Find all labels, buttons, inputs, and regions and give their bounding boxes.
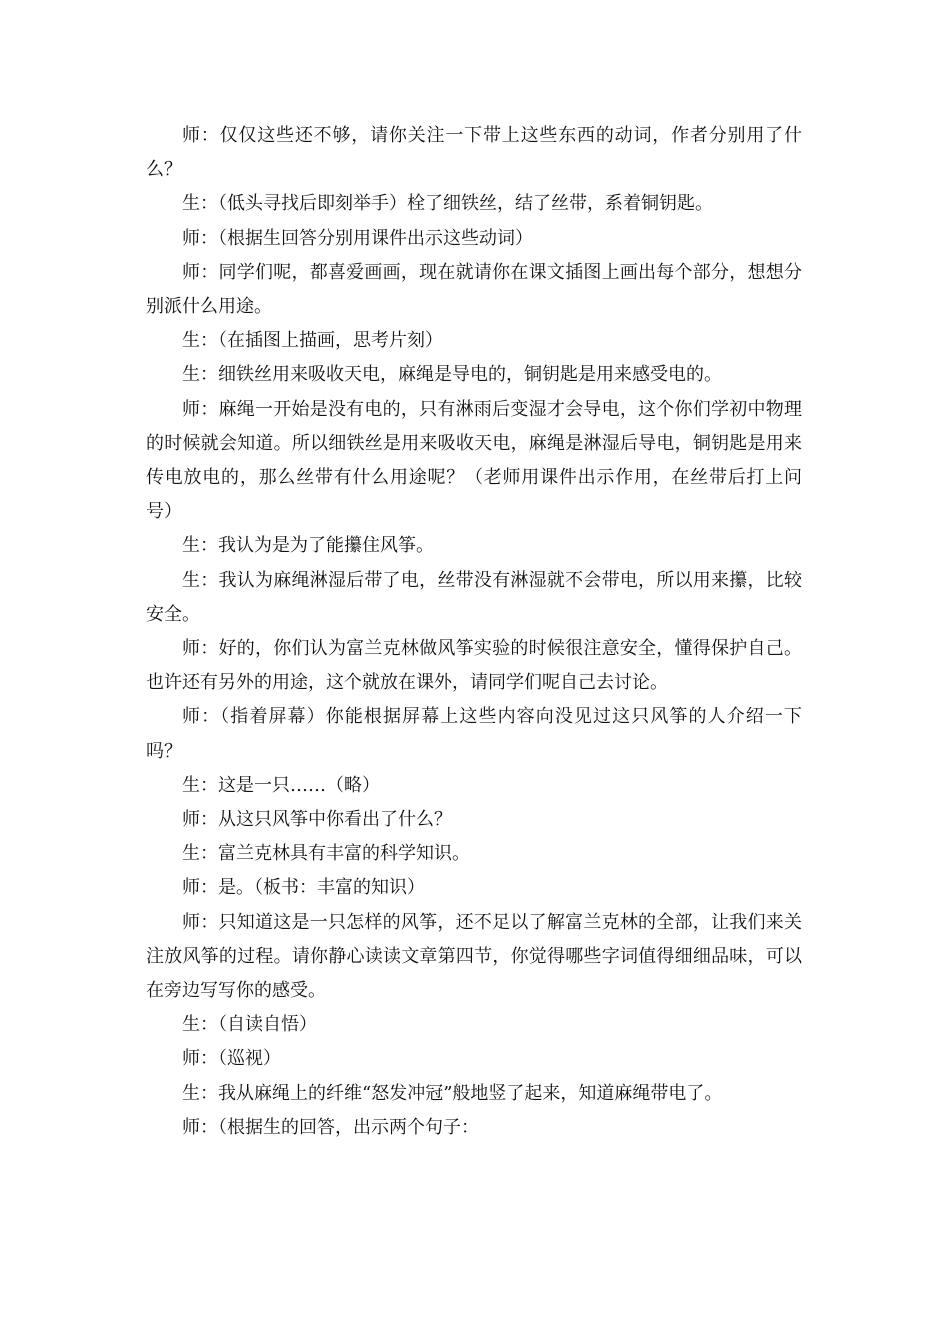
paragraph-12: 生：这是一只……（略） <box>182 774 380 796</box>
paragraph-17: 生：（自读自悟） <box>182 1014 317 1036</box>
paragraph-9: 生：我认为麻绳淋湿后带了电，丝带没有淋湿就不会带电，所以用来攥，比较安全。 <box>146 569 802 625</box>
paragraph-18: 师：（巡视） <box>182 1048 281 1070</box>
paragraph-16: 师：只知道这是一只怎样的风筝，还不足以了解富兰克林的全部，让我们来关注放风筝的过程。请你静心读读文章第四节，你觉得哪些字词值得细细品味，可以在旁边写写你的感受。 <box>146 911 802 1002</box>
paragraph-11: 师：（指着屏幕）你能根据屏幕上这些内容向没见过这只风筝的人介绍一下吗？ <box>146 706 802 762</box>
paragraph-14: 生：富兰克林具有丰富的科学知识。 <box>182 843 470 865</box>
paragraph-8: 生：我认为是为了能攥住风筝。 <box>182 535 434 557</box>
paragraph-6: 生：细铁丝用来吸收天电，麻绳是导电的，铜钥匙是用来感受电的。 <box>182 364 722 386</box>
paragraph-4: 师：同学们呢，都喜爱画画，现在就请你在课文插图上画出每个部分，想想分别派什么用途。 <box>146 261 802 318</box>
paragraph-7: 师：麻绳一开始是没有电的，只有淋雨后变湿才会导电，这个你们学初中物理的时候就会知道。所以细铁丝是用来吸收天电，麻绳是淋湿后导电，铜钥匙是用来传电放电的，那么丝带有什么用途呢？（老师用课件出示作用，在丝带后打上问号） <box>146 398 802 523</box>
document-body <box>146 119 802 1145</box>
paragraph-2: 生：（低头寻找后即刻举手）栓了细铁丝，结了丝带，系着铜钥匙。 <box>182 193 713 215</box>
paragraph-20: 师：（根据生的回答，出示两个句子： <box>182 1116 479 1138</box>
paragraph-15: 师：是。（板书：丰富的知识） <box>182 877 425 899</box>
paragraph-3: 师：（根据生回答分别用课件出示这些动词） <box>182 227 533 249</box>
paragraph-1: 师：仅仅这些还不够，请你关注一下带上这些东西的动词，作者分别用了什么？ <box>146 125 802 181</box>
paragraph-19: 生：我从麻绳上的纤维“怒发冲冠”般地竖了起来，知道麻绳带电了。 <box>182 1082 723 1104</box>
paragraph-5: 生：（在插图上描画，思考片刻） <box>182 330 443 352</box>
paragraph-10: 师：好的，你们认为富兰克林做风筝实验的时候很注意安全，懂得保护自己。也许还有另外的用途，这个就放在课外，请同学们呢自己去讨论。 <box>146 638 802 694</box>
paragraph-13: 师：从这只风筝中你看出了什么？ <box>182 809 452 831</box>
